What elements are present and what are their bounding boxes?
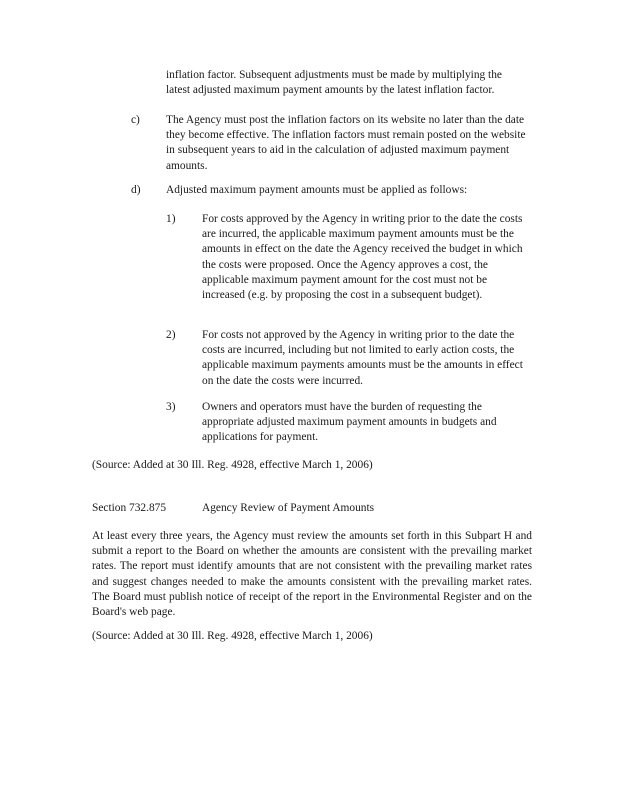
item-c-label: c) xyxy=(131,114,140,126)
item-c-text: The Agency must post the inflation factors on its website no later than the date they become effective. The inflation factors must remain posted on the website in subsequent years to aid in the calculation of adjusted maximum payment amounts. xyxy=(166,114,526,172)
subitem-3-label: 3) xyxy=(166,401,176,413)
section-paragraph: At least every three years, the Agency must review the amounts set forth in this Subpart H and submit a report to the Board on whether the amounts are consistent with the prevailing market rates. The report must identify amounts that are not consistent with the prevailing market rates and suggest changes needed to make the amounts consistent with the prevailing market rates. The Board must publish notice of receipt of the report in the Environmental Register and on the Board's web page. xyxy=(92,530,532,619)
item-d-text: Adjusted maximum payment amounts must be applied as follows: xyxy=(166,184,468,196)
subitem-2-label: 2) xyxy=(166,329,176,341)
subitem-1-label: 1) xyxy=(166,213,176,225)
source-note-2: (Source: Added at 30 Ill. Reg. 4928, effective March 1, 2006) xyxy=(92,630,373,642)
subitem-3-text: Owners and operators must have the burden of requesting the appropriate adjusted maximum payment amounts in budgets and applications for payment. xyxy=(202,401,497,444)
subitem-2-text: For costs not approved by the Agency in writing prior to the date the costs are incurred, including but not limited to early action costs, the applicable maximum payments amounts must be the amounts in effect on the date the costs were incurred. xyxy=(202,329,523,387)
item-d-label: d) xyxy=(131,184,141,196)
section-title: Agency Review of Payment Amounts xyxy=(202,502,375,514)
source-note-1: (Source: Added at 30 Ill. Reg. 4928, effective March 1, 2006) xyxy=(92,459,373,471)
subitem-1-text: For costs approved by the Agency in writing prior to the date the costs are incurred, the applicable maximum payment amounts must be the amounts in effect on the date the Agency received the budget in which the costs were proposed. Once the Agency approves a cost, the applicable maximum payment amount for the cost must not be increased (e.g. by proposing the cost in a subsequent budget). xyxy=(202,213,523,302)
continuation-text: inflation factor. Subsequent adjustments must be made by multiplying the latest adjusted maximum payment amounts by the latest inflation factor. xyxy=(166,69,502,97)
section-number: Section 732.875 xyxy=(92,502,167,514)
